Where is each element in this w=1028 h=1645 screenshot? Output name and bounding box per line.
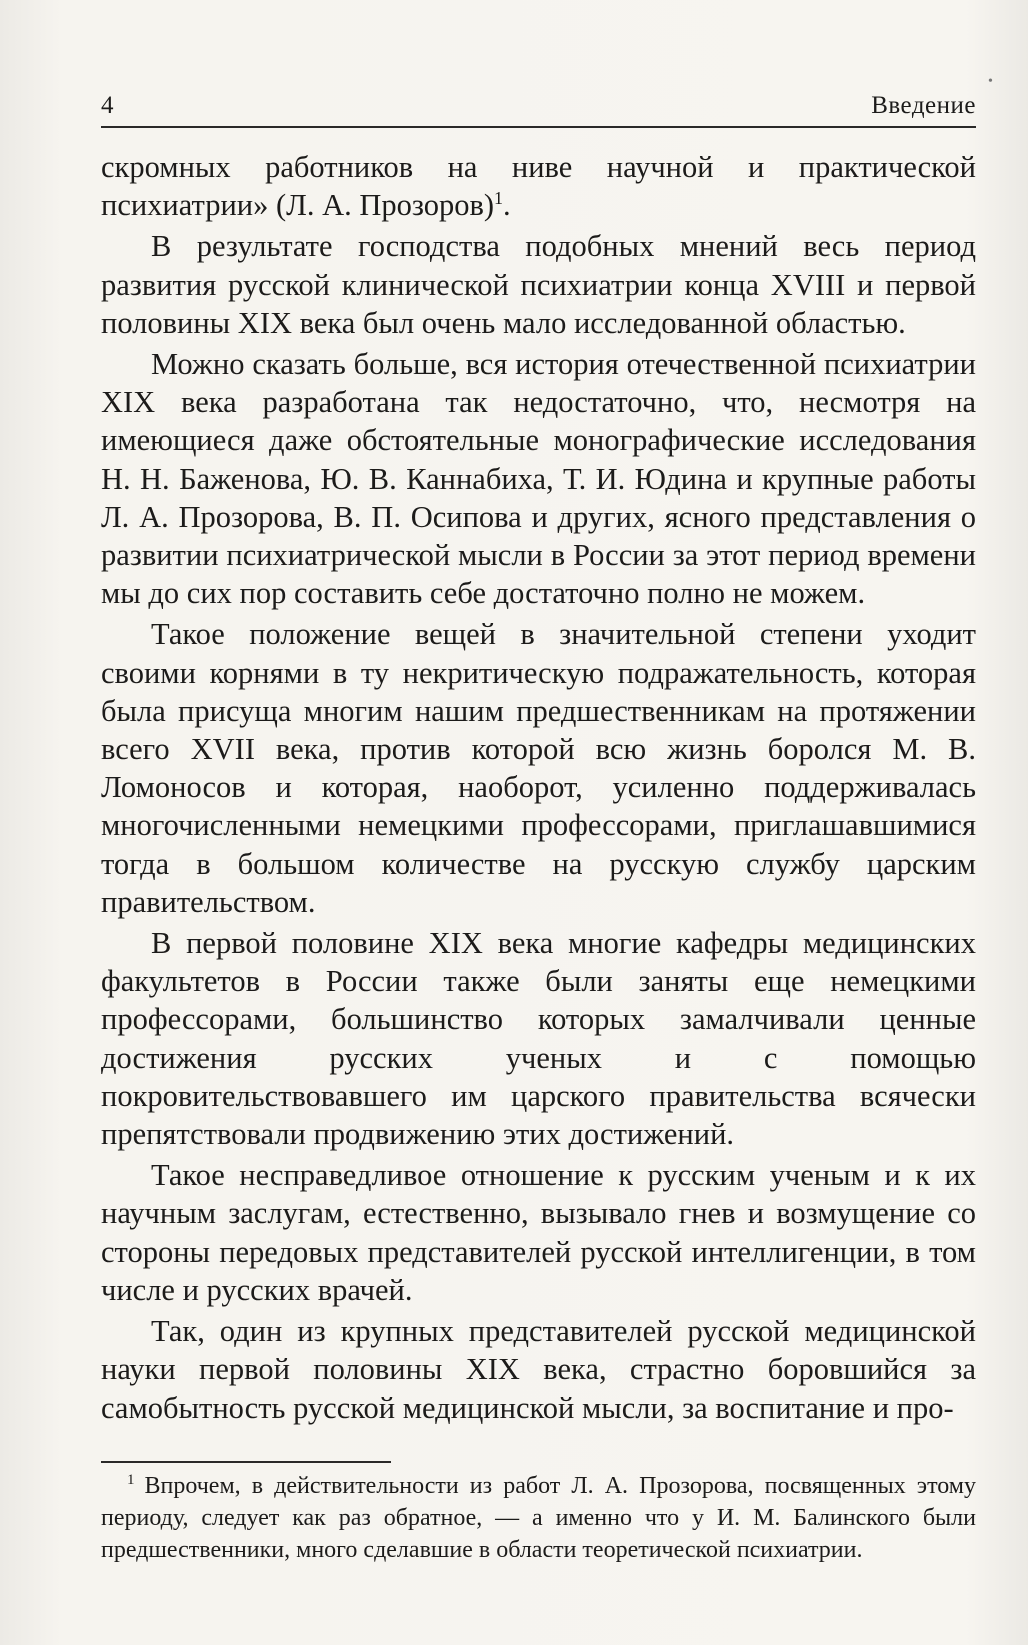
footnote-text: Впрочем, в действительности из работ Л. А. Прозорова, посвященных этому периоду, следует как раз обратное, — а именно что у И. М. Балинского были предшественники, много сделавшие в области теоретической психиатрии. [101,1473,976,1563]
footnote-divider [101,1461,391,1463]
footnote-marker: 1 [127,1472,135,1488]
corner-mark-icon: • [988,74,993,89]
page-number: 4 [101,92,114,119]
paragraph-4: Такое положение вещей в значительной степени уходит своими корнями в ту некритическую подражательность, которая была присуща многим нашим предшественникам на протяжении всего XVII века, против которой всю жизнь боролся М. В. Ломоносов и которая, наоборот, усиленно поддерживалась многочисленными немецкими профессорами, приглашавшимися тогда в большом количестве на русскую службу царским правительством. [101,617,976,919]
paragraph-2: В результате господства подобных мнений весь период развития русской клинической психиатрии конца XVIII и первой половины XIX века был очень мало исследованной областью. [101,229,976,340]
paragraph-5: В первой половине XIX века многие кафедры медицинских факультетов в России также были заняты еще немецкими профессорами, большинство которых замалчивали ценные достижения русских ученых и с помощью покровительствовавшего им царского правительства всячески препятствовали продвижению этих достижений. [101,926,976,1152]
body-text [101,148,976,1430]
paragraph-6: Такое несправедливое отношение к русским ученым и к их научным заслугам, естественно, вызывало гнев и возмущение со стороны передовых представителей русской интеллигенции, в том числе и русских врачей. [101,1158,976,1307]
paragraph-7: Так, один из крупных представителей русской медицинской науки первой половины XIX века, страстно боровшийся за самобытность русской медицинской мысли, за воспитание и про- [101,1314,976,1425]
page-header [101,88,976,128]
footnote [101,1470,976,1566]
paragraph-3: Можно сказать больше, вся история отечественной психиатрии XIX века разработана так недостаточно, что, несмотря на имеющиеся даже обстоятельные монографические исследования Н. Н. Баженова, Ю. В. Каннабиха, Т. И. Юдина и крупные работы Л. А. Прозорова, В. П. Осипова и других, ясного представления о развитии психиатрической мысли в России за этот период времени мы до сих пор составить себе достаточно полно не можем. [101,347,976,611]
footnote-reference: 1 [494,188,504,209]
paragraph-text: скромных работников на ниве научной и практической психиатрии» (Л. А. Прозоров) [101,150,976,223]
paragraph-tail: . [503,188,511,223]
paragraph-1 [101,148,976,224]
running-head: Введение [871,92,976,119]
